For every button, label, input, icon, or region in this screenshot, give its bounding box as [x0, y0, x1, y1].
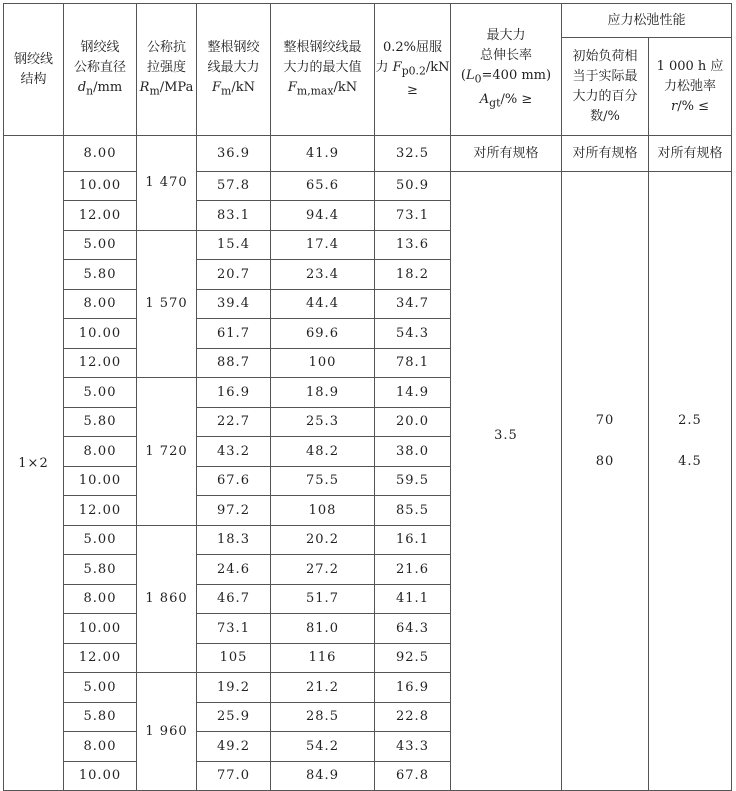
cell-max-force-max: 27.2 — [271, 555, 375, 585]
cell-yield: 13.6 — [375, 230, 451, 260]
cell-max-force-max: 41.9 — [271, 136, 375, 172]
cell-diameter: 12.00 — [64, 643, 137, 673]
relax-init-value-2: 80 — [595, 453, 615, 469]
header-elongation — [451, 4, 562, 136]
cell-yield: 64.3 — [375, 614, 451, 644]
cell-max-force-max: 51.7 — [271, 584, 375, 614]
cell-relax-rate-values — [649, 171, 732, 791]
header-elongation-gauge: =400 mm) — [481, 67, 552, 83]
cell-max-force: 61.7 — [197, 319, 271, 349]
spec-table-body — [4, 136, 732, 791]
cell-max-force-max: 108 — [271, 496, 375, 526]
cell-yield: 20.0 — [375, 407, 451, 437]
header-strength-sub: m — [149, 84, 160, 98]
cell-max-force: 77.0 — [197, 761, 271, 791]
relax-init-value-1: 70 — [595, 412, 615, 428]
header-max-force-max — [271, 4, 375, 136]
cell-max-force-max: 18.9 — [271, 378, 375, 408]
header-diameter-unit: /mm — [93, 79, 123, 95]
cell-strength: 1 860 — [137, 525, 197, 673]
header-elongation-line2: 总伸长率 — [479, 47, 532, 63]
header-elongation-line1: 最大力 — [486, 27, 526, 43]
header-yield — [375, 4, 451, 136]
relax-rate-value-2: 4.5 — [678, 453, 702, 469]
header-yield-unit: /kN — [425, 59, 450, 75]
header-relaxation-1000h — [649, 38, 732, 136]
cell-max-force-max: 65.6 — [271, 171, 375, 201]
cell-max-force: 19.2 — [197, 673, 271, 703]
cell-max-force-max: 20.2 — [271, 525, 375, 555]
cell-diameter: 10.00 — [64, 466, 137, 496]
header-relax-init-line2: 当于实际最 — [572, 68, 638, 84]
cell-max-force: 43.2 — [197, 437, 271, 467]
cell-max-force: 24.6 — [197, 555, 271, 585]
header-max-force-max-unit: /kN — [333, 79, 358, 95]
header-strength-line2: 拉强度 — [146, 59, 186, 75]
cell-diameter: 8.00 — [64, 732, 137, 762]
cell-diameter: 10.00 — [64, 614, 137, 644]
cell-structure: 1×2 — [4, 136, 64, 791]
cell-max-force: 36.9 — [197, 136, 271, 172]
header-max-force-max-line1: 整根钢绞线最 — [283, 39, 362, 55]
cell-max-force: 97.2 — [197, 496, 271, 526]
header-relax-1000-line2: 力松弛率 — [663, 78, 716, 94]
cell-diameter: 5.00 — [64, 673, 137, 703]
header-strength — [137, 4, 197, 136]
header-strength-line1: 公称抗 — [146, 39, 186, 55]
header-max-force-line2: 线最大力 — [207, 59, 260, 75]
header-structure — [4, 4, 64, 136]
cell-max-force-max: 116 — [271, 643, 375, 673]
header-structure-line2: 结构 — [20, 71, 47, 87]
header-max-force-max-symbol: F — [287, 79, 297, 95]
cell-yield: 92.5 — [375, 643, 451, 673]
spec-table-wrapper — [3, 3, 732, 791]
cell-diameter: 12.00 — [64, 201, 137, 231]
cell-yield: 85.5 — [375, 496, 451, 526]
cell-diameter: 12.00 — [64, 496, 137, 526]
cell-diameter: 10.00 — [64, 319, 137, 349]
table-row — [4, 171, 732, 201]
cell-yield: 73.1 — [375, 201, 451, 231]
cell-max-force: 16.9 — [197, 378, 271, 408]
cell-diameter: 5.80 — [64, 702, 137, 732]
cell-diameter: 8.00 — [64, 584, 137, 614]
cell-elongation-value: 3.5 — [451, 171, 562, 791]
header-structure-line1: 钢绞线 — [13, 51, 53, 67]
cell-yield: 59.5 — [375, 466, 451, 496]
cell-relax-init-values — [562, 171, 649, 791]
cell-diameter: 5.80 — [64, 555, 137, 585]
cell-strength: 1 570 — [137, 230, 197, 378]
cell-max-force-max: 100 — [271, 348, 375, 378]
cell-diameter: 5.00 — [64, 230, 137, 260]
header-diameter-sub: n — [86, 84, 94, 98]
cell-diameter: 10.00 — [64, 171, 137, 201]
cell-yield: 21.6 — [375, 555, 451, 585]
cell-max-force-max: 17.4 — [271, 230, 375, 260]
header-max-force — [197, 4, 271, 136]
cell-max-force: 105 — [197, 643, 271, 673]
header-relax-1000-symbol: r — [671, 98, 678, 114]
header-relax-1000-unit: /% ≤ — [677, 98, 709, 114]
cell-yield: 43.3 — [375, 732, 451, 762]
cell-yield: 32.5 — [375, 136, 451, 172]
header-relaxation-initial-load — [562, 38, 649, 136]
header-yield-symbol: F — [392, 59, 402, 75]
cell-max-force: 46.7 — [197, 584, 271, 614]
cell-yield: 16.1 — [375, 525, 451, 555]
cell-yield: 14.9 — [375, 378, 451, 408]
cell-max-force-max: 48.2 — [271, 437, 375, 467]
cell-yield: 41.1 — [375, 584, 451, 614]
table-row — [4, 136, 732, 172]
cell-max-force-max: 44.4 — [271, 289, 375, 319]
cell-max-force: 20.7 — [197, 260, 271, 290]
cell-yield: 54.3 — [375, 319, 451, 349]
cell-max-force: 22.7 — [197, 407, 271, 437]
header-diameter — [64, 4, 137, 136]
cell-max-force: 39.4 — [197, 289, 271, 319]
cell-strength: 1 720 — [137, 378, 197, 526]
header-yield-line1: 0.2%屈服 — [382, 39, 443, 55]
header-strength-unit: /MPa — [159, 79, 194, 95]
header-max-force-line1: 整根钢绞 — [207, 39, 260, 55]
header-max-force-max-line2: 大力的最大值 — [283, 59, 362, 75]
cell-diameter: 12.00 — [64, 348, 137, 378]
cell-max-force: 18.3 — [197, 525, 271, 555]
cell-yield: 78.1 — [375, 348, 451, 378]
header-strength-symbol: R — [139, 79, 150, 95]
cell-max-force: 73.1 — [197, 614, 271, 644]
cell-diameter: 10.00 — [64, 761, 137, 791]
header-relax-1000-line1: 1 000 h 应 — [656, 58, 724, 74]
cell-strength: 1 960 — [137, 673, 197, 791]
cell-max-force: 49.2 — [197, 732, 271, 762]
cell-max-force: 25.9 — [197, 702, 271, 732]
relax-rate-value-1: 2.5 — [678, 412, 702, 428]
header-elongation-paren: ( — [460, 67, 466, 83]
header-relax-init-line3: 大力的百分 — [572, 88, 638, 104]
cell-yield: 16.9 — [375, 673, 451, 703]
cell-max-force: 57.8 — [197, 171, 271, 201]
cell-max-force: 15.4 — [197, 230, 271, 260]
cell-diameter: 5.00 — [64, 525, 137, 555]
cell-strength: 1 470 — [137, 136, 197, 231]
cell-elongation-note: 对所有规格 — [451, 136, 562, 172]
cell-yield: 67.8 — [375, 761, 451, 791]
header-yield-ge: ≥ — [407, 83, 418, 99]
cell-max-force-max: 84.9 — [271, 761, 375, 791]
header-yield-line2: 力 — [375, 59, 393, 75]
cell-max-force: 83.1 — [197, 201, 271, 231]
cell-diameter: 8.00 — [64, 437, 137, 467]
cell-max-force-max: 25.3 — [271, 407, 375, 437]
cell-max-force-max: 23.4 — [271, 260, 375, 290]
cell-max-force-max: 94.4 — [271, 201, 375, 231]
cell-diameter: 8.00 — [64, 136, 137, 172]
cell-max-force: 88.7 — [197, 348, 271, 378]
header-relaxation-group: 应力松弛性能 — [562, 4, 732, 38]
cell-yield: 38.0 — [375, 437, 451, 467]
header-diameter-symbol: d — [77, 79, 87, 95]
header-max-force-sub: m — [221, 84, 232, 98]
steel-strand-spec-table — [3, 3, 732, 791]
header-elongation-a-sub: gt — [489, 96, 501, 110]
cell-max-force-max: 54.2 — [271, 732, 375, 762]
header-elongation-unit: /% ≥ — [500, 91, 533, 107]
cell-max-force-max: 75.5 — [271, 466, 375, 496]
cell-diameter: 5.80 — [64, 260, 137, 290]
cell-yield: 22.8 — [375, 702, 451, 732]
header-max-force-unit: /kN — [231, 79, 255, 95]
cell-yield: 18.2 — [375, 260, 451, 290]
cell-max-force-max: 81.0 — [271, 614, 375, 644]
header-relax-init-line1: 初始负荷相 — [572, 48, 638, 64]
cell-yield: 34.7 — [375, 289, 451, 319]
header-relax-init-line4: 数/% — [590, 108, 620, 124]
cell-max-force-max: 69.6 — [271, 319, 375, 349]
cell-max-force-max: 21.2 — [271, 673, 375, 703]
header-elongation-l-symbol: L — [465, 67, 475, 83]
cell-relax-init-note: 对所有规格 — [562, 136, 649, 172]
cell-relax-rate-note: 对所有规格 — [649, 136, 732, 172]
cell-yield: 50.9 — [375, 171, 451, 201]
header-diameter-line1: 钢绞线 — [80, 39, 120, 55]
header-elongation-l-sub: 0 — [474, 72, 482, 86]
cell-diameter: 5.00 — [64, 378, 137, 408]
header-elongation-a-symbol: A — [479, 91, 490, 107]
cell-diameter: 5.80 — [64, 407, 137, 437]
cell-max-force-max: 28.5 — [271, 702, 375, 732]
cell-max-force: 67.6 — [197, 466, 271, 496]
header-max-force-symbol: F — [212, 79, 222, 95]
header-yield-sub: p0.2 — [401, 64, 426, 78]
header-max-force-max-sub: m,max — [296, 84, 334, 98]
cell-diameter: 8.00 — [64, 289, 137, 319]
header-diameter-line2: 公称直径 — [73, 59, 126, 75]
